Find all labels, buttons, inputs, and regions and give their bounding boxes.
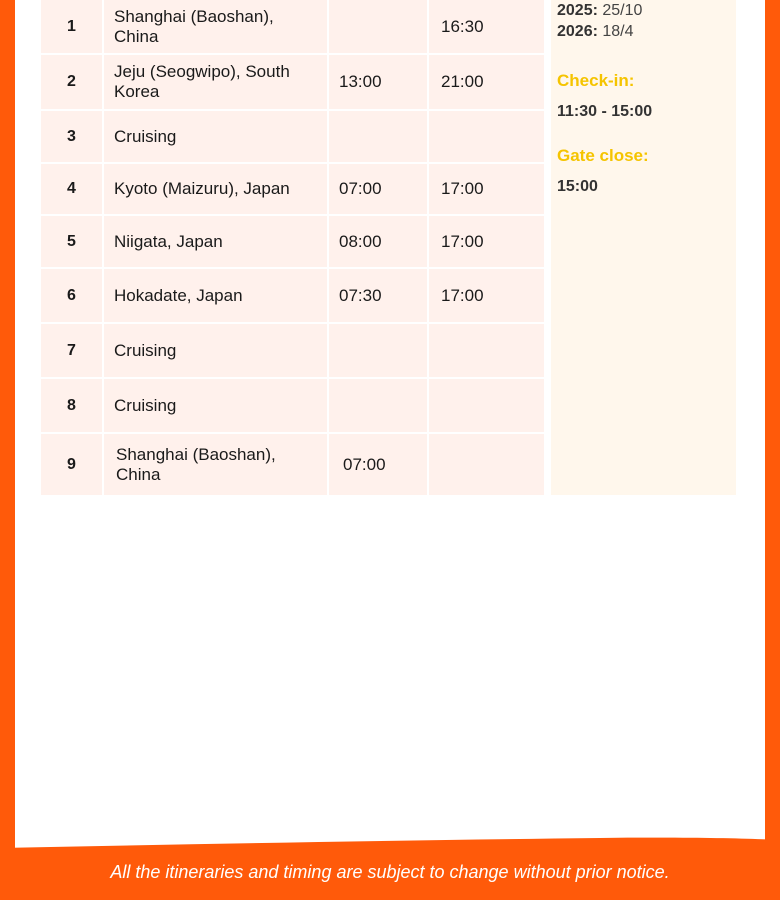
gate-close-time: 15:00: [557, 178, 598, 195]
day-number: 2: [41, 55, 104, 111]
port-name: [104, 0, 329, 55]
departure-time: [429, 434, 544, 495]
port-name-line: Jeju (Seogwipo), South: [114, 62, 290, 81]
table-row: [41, 164, 544, 216]
departure-time: 21:00: [429, 55, 544, 111]
port-name: [104, 434, 329, 495]
port-name-line: Shanghai (Baoshan),: [116, 444, 276, 464]
port-name: [104, 216, 329, 269]
table-row: [41, 0, 544, 55]
departure-time: 17:00: [429, 269, 544, 324]
table-row: [41, 434, 544, 495]
departure-time: [429, 379, 544, 434]
departure-time: 17:00: [429, 164, 544, 216]
port-name: [104, 269, 329, 324]
arrival-time: [329, 0, 429, 55]
departure-time: [429, 111, 544, 164]
port-name-line: Kyoto (Maizuru), Japan: [114, 179, 290, 198]
port-name: [104, 324, 329, 379]
port-name-line: Cruising: [114, 395, 177, 415]
day-number: 1: [41, 0, 104, 55]
sailing-date-2025: 2025: 25/10: [557, 2, 643, 19]
gate-close-label: Gate close:: [557, 146, 649, 165]
checkin-label: Check-in:: [557, 71, 635, 90]
day-number: 7: [41, 324, 104, 379]
day-number: 3: [41, 111, 104, 164]
table-row: [41, 269, 544, 324]
table-row: [41, 379, 544, 434]
itinerary-table: [41, 0, 544, 495]
sailing-info-panel: [551, 0, 736, 495]
table-row: [41, 111, 544, 164]
port-name-line: Hokadate, Japan: [114, 285, 243, 305]
departure-time: 17:00: [429, 216, 544, 269]
port-name: [104, 164, 329, 216]
day-number: 9: [41, 434, 104, 495]
port-name-line: Niigata, Japan: [114, 231, 223, 251]
port-name-line: China: [114, 26, 159, 46]
port-name: [104, 111, 329, 164]
disclaimer-notice: All the itineraries and timing are subject to change without prior notice.: [110, 862, 670, 882]
arrival-time: 08:00: [329, 216, 429, 269]
table-row: [41, 55, 544, 111]
table-row: [41, 324, 544, 379]
departure-time: 16:30: [429, 0, 544, 55]
sailing-date-2026: 2026: 18/4: [557, 23, 634, 40]
arrival-time: [329, 324, 429, 379]
port-name-line: Shanghai (Baoshan),: [114, 6, 274, 26]
port-name-line: Cruising: [114, 126, 177, 146]
day-number: 4: [41, 164, 104, 216]
arrival-time: [329, 111, 429, 164]
port-name-line: China: [116, 464, 161, 484]
day-number: 5: [41, 216, 104, 269]
port-name-line: Cruising: [114, 340, 177, 360]
checkin-time: 11:30 - 15:00: [557, 103, 653, 120]
day-number: 8: [41, 379, 104, 434]
arrival-time: [329, 379, 429, 434]
arrival-time: 07:00: [329, 434, 429, 495]
arrival-time: 07:00: [329, 164, 429, 216]
departure-time: [429, 324, 544, 379]
port-name: [104, 379, 329, 434]
arrival-time: 13:00: [329, 55, 429, 111]
port-name: [104, 55, 329, 111]
port-name-line: Korea: [114, 82, 160, 101]
arrival-time: 07:30: [329, 269, 429, 324]
day-number: 6: [41, 269, 104, 324]
table-row: [41, 216, 544, 269]
